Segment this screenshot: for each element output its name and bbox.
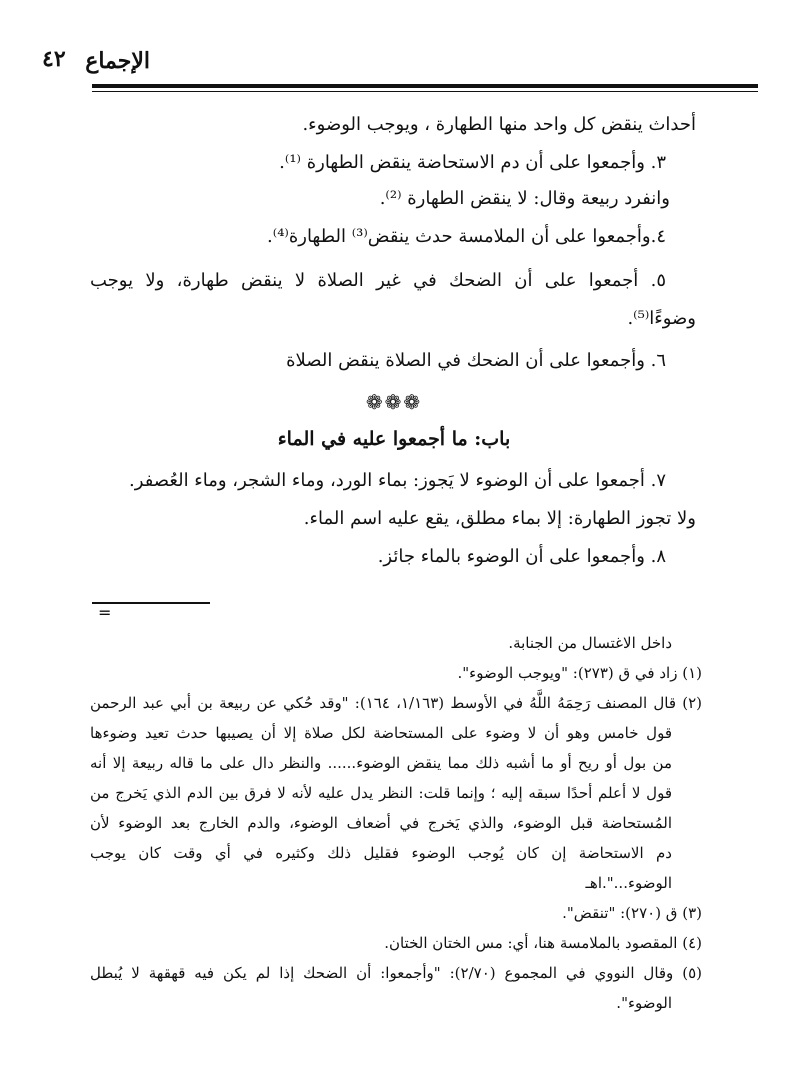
footnote-line: الوضوء".	[616, 994, 672, 1012]
footnote-line: دم الاستحاضة إن كان يُوجب الوضوء فقليل ذلك وكثيره في أي وقت كان يوجب	[90, 844, 672, 862]
footnote-5: (٥) وقال النووي في المجموع (٢/٧٠): "وأجمعوا: أن الضحك إذا لم يكن فيه قهقهة لا يُبطل	[90, 964, 702, 982]
footnote-line: الوضوء...".اهـ	[585, 874, 672, 892]
running-title: الإجماع	[85, 48, 150, 74]
continuation-marker: =	[98, 603, 112, 622]
footnote-4: (٤) المقصود بالملامسة هنا، أي: مس الختان الختان.	[384, 934, 702, 952]
footnote-line: المُستحاضة قبل الوضوء، والذي يَخرج في أضعاف الوضوء، والدم الخارج بعد الوضوء لأن	[90, 814, 672, 832]
page-number: ٤٢	[42, 46, 66, 72]
text-line: ٦. وأجمعوا على أن الضحك في الصلاة ينقض الصلاة	[286, 350, 666, 371]
footnote-line: قول لا أعلم أحدًا سبقه إليه ؛ وإنما قلت: النظر يدل عليه لأنه لا فرق بين الدم الذي يَخرج من	[90, 784, 672, 802]
text-line: ٤.وأجمعوا على أن الملامسة حدث ينقض⁽³⁾ الطهارة⁽⁴⁾.	[267, 226, 666, 247]
text-line: ولا تجوز الطهارة: إلا بماء مطلق، يقع عليه اسم الماء.	[303, 508, 696, 529]
footnote-3: (٣) ق (٢٧٠): "تنقض".	[562, 904, 702, 922]
text-line: ٥. أجمعوا على أن الضحك في غير الصلاة لا ينقض طهارة، ولا يوجب	[90, 270, 666, 291]
text-line: ٧. أجمعوا على أن الوضوء لا يَجوز: بماء الورد، وماء الشجر، وماء العُصفر.	[129, 470, 666, 491]
text-line: ٣. وأجمعوا على أن دم الاستحاضة ينقض الطهارة ⁽¹⁾.	[279, 152, 666, 173]
section-heading: باب: ما أجمعوا عليه في الماء	[277, 428, 511, 450]
text-line: ٨. وأجمعوا على أن الوضوء بالماء جائز.	[377, 546, 666, 567]
footnote-1: (١) زاد في ق (٢٧٣): "ويوجب الوضوء".	[457, 664, 702, 682]
text-line: وضوءًا⁽⁵⁾.	[627, 308, 696, 329]
header-rule-thick	[92, 84, 758, 88]
footnote-line: من بول أو ريح أو ما أشبه ذلك مما ينقض الوضوء...... والنظر دال على ما قاله ربيعة إلا أنه	[90, 754, 672, 772]
ornament-divider: ❁❁❁	[365, 390, 423, 414]
header-rule-thin	[92, 91, 758, 92]
footnote-line: قول خامس وهو أن لا وضوء على المستحاضة لكل صلاة إلا أن يصيبها حدث تعيد وضوءها	[90, 724, 672, 742]
text-line: وانفرد ربيعة وقال: لا ينقض الطهارة ⁽²⁾.	[379, 188, 670, 209]
footnote-2: (٢) قال المصنف رَحِمَهُ اللَّهُ في الأوسط (١/١٦٣، ١٦٤): "وقد حُكي عن ربيعة بن أبي عبد الرحمن	[90, 694, 702, 712]
footnote-line: داخل الاغتسال من الجنابة.	[508, 634, 672, 652]
text-line: أحداث ينقض كل واحد منها الطهارة ، ويوجب الوضوء.	[302, 114, 696, 135]
